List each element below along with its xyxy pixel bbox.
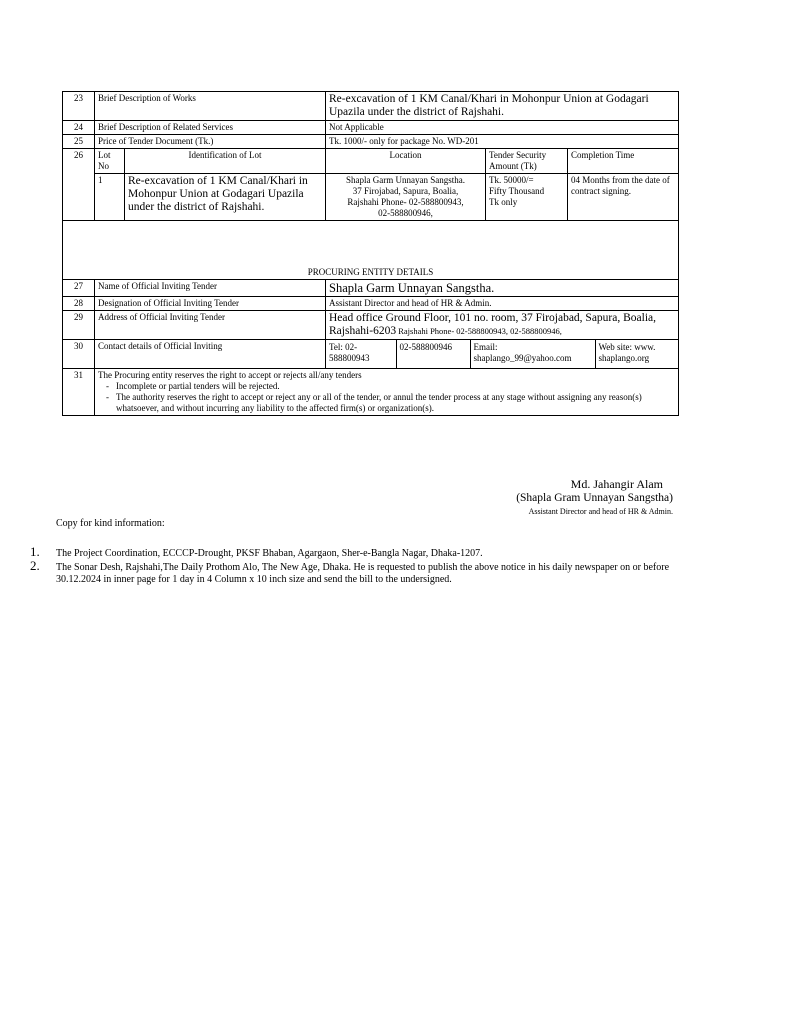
terms-text: The Procuring entity reserves the right to accept or rejects all/any tenders (98, 370, 362, 380)
address-main: Head office Ground Floor, 101 no. room, 37 Firojabad, Sapura, Boalia, Rajshahi-6203 (329, 312, 657, 337)
row-value: Re-excavation of 1 KM Canal/Khari in Mohonpur Union at Godagari Upazila under the district of Rajshahi. (326, 92, 679, 121)
row-label: Contact details of Official Inviting (95, 340, 326, 369)
row-value: Assistant Director and head of HR & Admin. (326, 297, 679, 311)
identification-header: Identification of Lot (125, 149, 326, 174)
tender-details-table (62, 91, 679, 416)
table-row-26-lot (63, 174, 679, 221)
row-number: 23 (63, 92, 95, 121)
location-line: Rajshahi Phone- 02-588800943, (347, 197, 464, 207)
contact-tel2: 02-588800946 (396, 340, 470, 368)
address-phone: Rajshahi Phone- 02-588800943, 02-588800946, (396, 326, 562, 336)
security-header: Tender Security Amount (Tk) (486, 149, 568, 174)
item-text: The Project Coordination, ECCCP-Drought, PKSF Bhaban, Agargaon, Sher-e-Bangla Nagar, Dhaka-1207. (56, 548, 483, 559)
row-value: Not Applicable (326, 121, 679, 135)
distribution-list (30, 544, 670, 588)
distribution-item (30, 544, 670, 560)
table-row-26-header (63, 149, 679, 174)
contact-details (326, 340, 679, 369)
table-row-28 (63, 297, 679, 311)
row-number: 31 (63, 369, 95, 416)
lot-no-header: Lot No (95, 149, 125, 174)
terms-bullet: - The authority reserves the right to accept or reject any or all of the tender, or annul the tender process at any stage without assigning any reason(s) whatsoever, and without incurring any liability to the affected firm(s) or organization(s). (108, 392, 675, 414)
terms-bullet: - Incomplete or partial tenders will be rejected. (108, 381, 675, 392)
table-row-27 (63, 280, 679, 297)
row-value: Tk. 1000/- only for package No. WD-201 (326, 135, 679, 149)
row-label: Name of Official Inviting Tender (95, 280, 326, 297)
row-number: 25 (63, 135, 95, 149)
completion-header: Completion Time (568, 149, 679, 174)
row-number: 24 (63, 121, 95, 135)
location-line: 02-588800946, (378, 208, 433, 218)
lot-location (326, 174, 486, 221)
terms-cell (95, 369, 679, 416)
table-row-25 (63, 135, 679, 149)
row-label: Price of Tender Document (Tk.) (95, 135, 326, 149)
row-value (326, 311, 679, 340)
procuring-entity-section (63, 221, 679, 280)
row-number: 27 (63, 280, 95, 297)
row-label: Brief Description of Related Services (95, 121, 326, 135)
contact-email: Email: shaplango_99@yahoo.com (470, 340, 595, 368)
security-line: Tk. 50000/= (489, 175, 534, 185)
copy-label: Copy for kind information: (56, 518, 165, 529)
table-row-30 (63, 340, 679, 369)
lot-security (486, 174, 568, 221)
item-number: 1. (30, 544, 40, 559)
signatory-organization: (Shapla Gram Unnayan Sangstha) (516, 492, 673, 504)
signatory-title: Assistant Director and head of HR & Admin. (528, 507, 673, 516)
contact-subtable (326, 340, 679, 368)
location-line: 37 Firojabad, Sapura, Boalia, (352, 186, 459, 196)
location-header: Location (326, 149, 486, 174)
lot-number: 1 (95, 174, 125, 221)
row-number: 28 (63, 297, 95, 311)
row-label: Address of Official Inviting Tender (95, 311, 326, 340)
lot-completion: 04 Months from the date of contract signing. (568, 174, 679, 221)
contact-tel: Tel: 02-588800943 (329, 342, 370, 363)
signatory-name: Md. Jahangir Alam (570, 477, 663, 491)
row-label: Brief Description of Works (95, 92, 326, 121)
item-text: The Sonar Desh, Rajshahi,The Daily Prothom Alo, The New Age, Dhaka. He is requested to publish the above notice in his daily newspaper on or before 30.12.2024 in inner page for 1 day in 4 Column x 10 inch size and send the bill to the undersigned. (56, 562, 670, 585)
item-number: 2. (30, 558, 40, 573)
procuring-entity-title: PROCURING ENTITY DETAILS (63, 221, 679, 280)
table-row-31 (63, 369, 679, 416)
location-line: Shapla Garm Unnayan Sangstha. (346, 175, 465, 185)
table-row-29 (63, 311, 679, 340)
table-row-23 (63, 92, 679, 121)
row-label: Designation of Official Inviting Tender (95, 297, 326, 311)
distribution-item (30, 558, 670, 586)
row-number: 29 (63, 311, 95, 340)
row-number: 30 (63, 340, 95, 369)
security-line: Fifty Thousand (489, 186, 545, 196)
contact-website: Web site: www. shaplango.org (595, 340, 679, 368)
terms-list (98, 381, 675, 414)
lot-identification: Re-excavation of 1 KM Canal/Khari in Mohonpur Union at Godagari Upazila under the district of Rajshahi. (125, 174, 326, 221)
table-row-24 (63, 121, 679, 135)
security-line: Tk only (489, 197, 518, 207)
row-value: Shapla Garm Unnayan Sangstha. (326, 280, 679, 297)
row-number: 26 (63, 149, 95, 221)
